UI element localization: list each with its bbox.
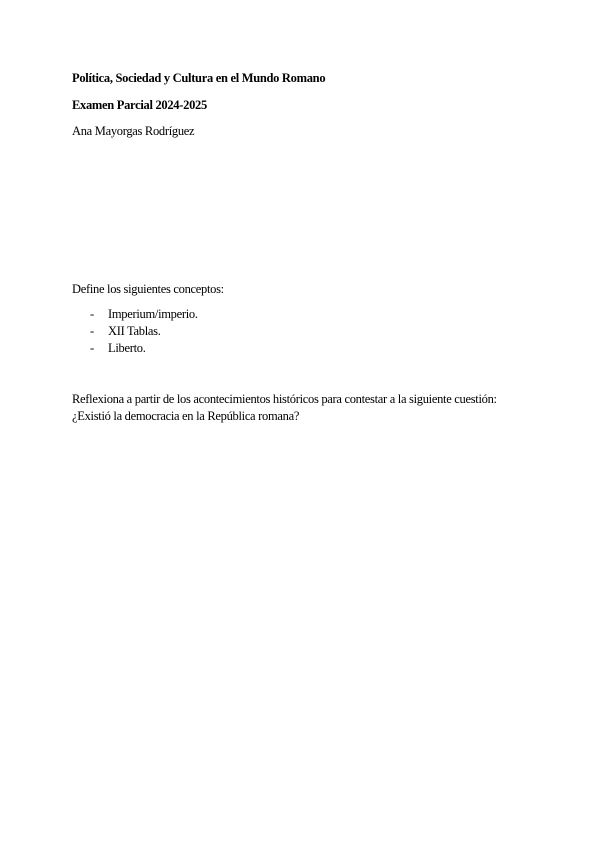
list-bullet: - bbox=[90, 324, 94, 338]
concept-item-text: Imperium/imperio. bbox=[108, 307, 198, 321]
reflection-question bbox=[72, 391, 542, 425]
list-item bbox=[90, 306, 198, 323]
concepts-prompt: Define los siguientes conceptos: bbox=[72, 282, 224, 296]
reflection-question-line-2: ¿Existió la democracia en la República romana? bbox=[72, 409, 300, 423]
list-bullet: - bbox=[90, 307, 94, 321]
list-item bbox=[90, 323, 198, 340]
concept-list bbox=[90, 306, 198, 357]
concept-item-text: Liberto. bbox=[108, 341, 146, 355]
exam-subtitle: Examen Parcial 2024-2025 bbox=[72, 98, 207, 112]
concept-item-text: XII Tablas. bbox=[108, 324, 161, 338]
list-bullet: - bbox=[90, 341, 94, 355]
list-item bbox=[90, 340, 198, 357]
document-title: Política, Sociedad y Cultura en el Mundo Romano bbox=[72, 71, 326, 85]
author-name: Ana Mayorgas Rodríguez bbox=[72, 124, 195, 138]
reflection-question-line-1: Reflexiona a partir de los acontecimientos históricos para contestar a la siguiente cuestión: bbox=[72, 392, 497, 406]
